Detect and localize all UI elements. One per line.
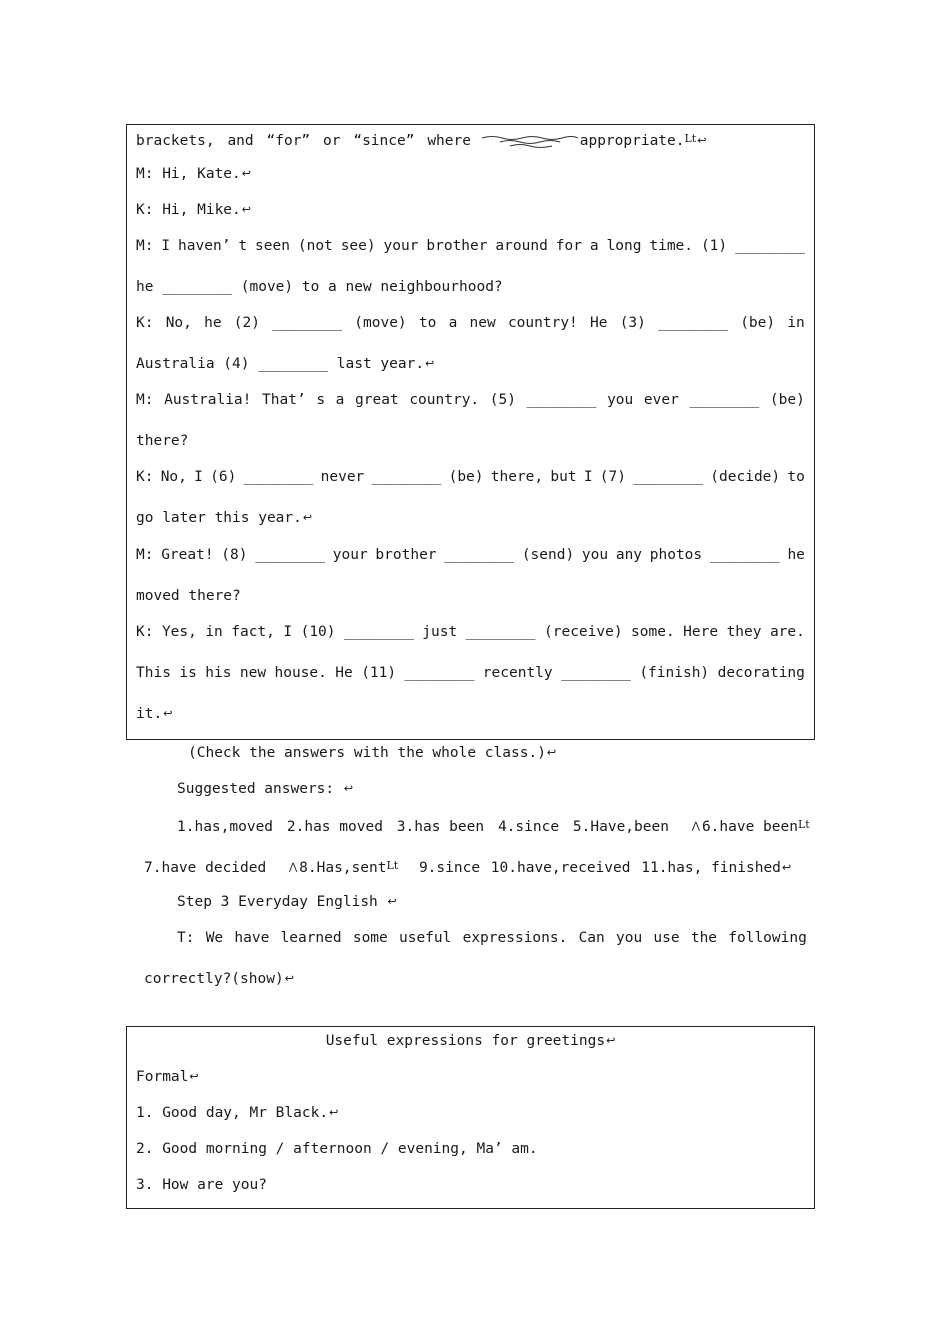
dialogue-word: t: [238, 238, 248, 254]
paragraph-mark-icon: ↩: [189, 1070, 199, 1083]
dialogue-word: he: [787, 547, 805, 563]
expressions-box: [126, 1026, 815, 1209]
dialogue-word: ________: [709, 547, 780, 563]
dialogue-line: go later this year.↩: [136, 510, 313, 526]
dialogue-word: ________: [561, 665, 631, 681]
caret-mark-icon: ⋀: [288, 862, 298, 873]
expressions-title: Useful expressions for greetings↩: [325, 1033, 616, 1049]
dialogue-word: time.: [649, 238, 694, 254]
dialogue-word: to: [787, 469, 805, 485]
teacher-word: have: [234, 930, 270, 946]
dialogue-word: house.: [274, 665, 327, 681]
dialogue-word: (5): [489, 392, 516, 408]
dialogue-word: M:: [136, 547, 154, 563]
teacher-word: following: [728, 930, 807, 946]
dialogue-word: M:: [136, 392, 154, 408]
dialogue-word: never: [320, 469, 365, 485]
paragraph-mark-icon: ↩: [387, 895, 397, 908]
dialogue-line: [136, 664, 805, 682]
teacher-word: T:: [177, 930, 195, 946]
expression-item: 3. How are you?: [136, 1177, 267, 1193]
dialogue-word: some.: [631, 624, 675, 640]
dialogue-word: (8): [221, 547, 248, 563]
dialogue-word: he: [204, 315, 222, 331]
instruction-word: “since”: [353, 133, 415, 149]
dialogue-line: [136, 314, 805, 332]
teacher-word: Can: [578, 930, 605, 946]
dialogue-word: ________: [371, 469, 442, 485]
teacher-line: [177, 929, 807, 947]
lt-mark: Lt: [386, 859, 399, 872]
dialogue-word: (11): [361, 665, 397, 681]
dialogue-word: a: [589, 238, 599, 254]
dialogue-word: in: [205, 624, 223, 640]
dialogue-word: around: [495, 238, 548, 254]
dialogue-word: Here: [683, 624, 719, 640]
paragraph-mark-icon: ↩: [284, 972, 294, 985]
instruction-end: appropriate.: [579, 133, 685, 149]
expression-item: 1. Good day, Mr Black.↩: [136, 1105, 339, 1121]
dialogue-word: (be): [769, 392, 805, 408]
dialogue-line: moved there?: [136, 588, 241, 604]
dialogue-line: he ________ (move) to a new neighbourhood?: [136, 279, 503, 295]
dialogue-word: see): [340, 238, 376, 254]
teacher-word: useful: [398, 930, 452, 946]
dialogue-word: (decide): [710, 469, 781, 485]
dialogue-word: (not: [297, 238, 333, 254]
dialogue-word: K:: [136, 624, 154, 640]
paragraph-mark-icon: ↩: [697, 134, 707, 147]
dialogue-word: ________: [243, 469, 314, 485]
paragraph-mark-icon: ↩: [302, 511, 313, 524]
dialogue-word: (move): [354, 315, 407, 331]
dialogue-word: (1): [700, 238, 728, 254]
dialogue-word: M:: [136, 238, 154, 254]
suggested-answers-heading: Suggested answers: ↩: [177, 781, 354, 797]
dialogue-word: are.: [769, 624, 805, 640]
dialogue-word: a: [335, 392, 345, 408]
answer-item: 5.Have,been: [572, 819, 669, 835]
dialogue-word: brother: [426, 238, 488, 254]
answer-item: 9.since: [418, 860, 481, 876]
paragraph-mark-icon: ↩: [425, 357, 435, 370]
dialogue-word: haven’: [178, 238, 231, 254]
dialogue-word: ________: [272, 315, 343, 331]
dialogue-word: (10): [300, 624, 336, 640]
dialogue-word: you: [607, 392, 634, 408]
expression-item: 2. Good morning / afternoon / evening, Ma’ am.: [136, 1141, 538, 1157]
dialogue-word: ________: [735, 238, 805, 254]
dialogue-word: ________: [633, 469, 704, 485]
dialogue-word: country!: [507, 315, 578, 331]
dialogue-line: it.↩: [136, 706, 173, 722]
dialogue-word: is: [179, 665, 197, 681]
dialogue-word: country.: [409, 392, 480, 408]
dialogue-word: (receive): [544, 624, 623, 640]
dialogue-word: great: [355, 392, 399, 408]
paragraph-mark-icon: ↩: [163, 707, 173, 720]
dialogue-word: He: [335, 665, 353, 681]
teacher-word: expressions.: [462, 930, 568, 946]
dialogue-word: your: [332, 547, 368, 563]
teacher-line-continued: correctly?(show)↩: [144, 971, 294, 987]
dialogue-word: brother: [375, 547, 437, 563]
dialogue-word: (be): [448, 469, 484, 485]
dialogue-word: I: [194, 469, 203, 485]
paragraph-mark-icon: ↩: [241, 203, 251, 216]
dialogue-word: new: [469, 315, 496, 331]
dialogue-line: [136, 468, 805, 486]
dialogue-word: ________: [689, 392, 760, 408]
dialogue-word: they: [726, 624, 762, 640]
answer-item: 1.has,moved: [177, 819, 274, 835]
dialogue-word: any: [615, 547, 643, 563]
teacher-word: learned: [280, 930, 342, 946]
teacher-word: We: [205, 930, 224, 946]
dialogue-word: there,: [490, 469, 544, 485]
teacher-word: use: [653, 930, 680, 946]
answer-item: 10.have,received: [490, 860, 631, 876]
dialogue-line: there?: [136, 433, 189, 449]
dialogue-word: This: [136, 665, 171, 681]
dialogue-line: M: Hi, Kate.↩: [136, 166, 251, 182]
wavy-underline-mark: [480, 134, 580, 148]
dialogue-line: [136, 546, 805, 564]
dialogue-word: (be): [740, 315, 776, 331]
dialogue-word: (6): [210, 469, 237, 485]
paragraph-mark-icon: ↩: [546, 746, 557, 759]
dialogue-word: (2): [233, 315, 260, 331]
dialogue-word: you: [581, 547, 609, 563]
formal-heading: Formal↩: [136, 1069, 199, 1085]
dialogue-word: new: [239, 665, 267, 681]
dialogue-word: fact,: [231, 624, 275, 640]
dialogue-word: a: [448, 315, 458, 331]
dialogue-word: his: [205, 665, 232, 681]
dialogue-word: ________: [343, 624, 414, 640]
caret-mark-icon: ⋀: [691, 821, 700, 832]
answer-item: 3.has been: [396, 819, 485, 835]
answers-line-2: 7.have decided ⋀ 8.Has,sentLt 9.since 10.have,received 11.has, finished ↩: [144, 859, 792, 876]
answers-line-1: 1.has,moved 2.has moved 3.has been 4.since 5.Have,been ⋀ 6.have beenLt: [177, 818, 810, 835]
dialogue-word: ________: [658, 315, 728, 331]
dialogue-line: Australia (4) ________ last year.↩: [136, 356, 435, 372]
answer-item: 4.since: [497, 819, 560, 835]
dialogue-word: ________: [255, 547, 326, 563]
teacher-word: you: [616, 930, 643, 946]
dialogue-word: No,: [160, 469, 187, 485]
paragraph-mark-icon: ↩: [329, 1106, 339, 1119]
dialogue-word: photos: [649, 547, 703, 563]
instruction-word: brackets,: [136, 133, 215, 149]
dialogue-word: ________: [526, 392, 597, 408]
instruction-word: where: [427, 133, 471, 149]
dialogue-word: (finish): [639, 665, 710, 681]
paragraph-mark-icon: ↩: [241, 167, 251, 180]
dialogue-line: [136, 623, 805, 641]
lt-mark: Lt: [684, 132, 697, 145]
dialogue-word: I: [583, 469, 593, 485]
dialogue-word: ever: [643, 392, 679, 408]
step-heading: Step 3 Everyday English ↩: [177, 894, 397, 910]
dialogue-word: Great!: [161, 547, 214, 563]
teacher-word: the: [690, 930, 718, 946]
dialogue-word: He: [590, 315, 608, 331]
dialogue-word: decorating: [717, 665, 805, 681]
instruction-word: “for”: [266, 133, 311, 149]
dialogue-word: ________: [444, 547, 515, 563]
instruction-word: or: [323, 133, 341, 149]
dialogue-word: K:: [136, 469, 154, 485]
dialogue-word: seen: [255, 238, 290, 254]
dialogue-word: I: [161, 238, 171, 254]
paragraph-mark-icon: ↩: [343, 782, 354, 795]
dialogue-word: but: [550, 469, 577, 485]
dialogue-word: (3): [619, 315, 646, 331]
instruction-line: [136, 130, 805, 150]
dialogue-line: K: Hi, Mike.↩: [136, 202, 251, 218]
dialogue-word: for: [555, 238, 582, 254]
lt-mark: Lt: [797, 818, 810, 831]
check-answers-line: (Check the answers with the whole class.)↩: [188, 745, 557, 761]
dialogue-exercise-box: [126, 124, 815, 740]
dialogue-word: K:: [136, 315, 154, 331]
dialogue-word: I: [283, 624, 293, 640]
dialogue-word: That’: [262, 392, 306, 408]
dialogue-word: recently: [482, 665, 553, 681]
dialogue-word: long: [606, 238, 642, 254]
dialogue-word: Yes,: [161, 624, 197, 640]
dialogue-word: (send): [521, 547, 575, 563]
dialogue-word: your: [383, 238, 419, 254]
paragraph-mark-icon: ↩: [606, 1034, 616, 1047]
dialogue-word: s: [316, 392, 326, 408]
dialogue-word: Australia!: [164, 392, 252, 408]
teacher-word: some: [352, 930, 388, 946]
paragraph-mark-icon: ↩: [781, 861, 792, 874]
dialogue-word: ________: [404, 665, 475, 681]
dialogue-word: to: [418, 315, 437, 331]
answer-item: 2.has moved: [286, 819, 383, 835]
dialogue-word: just: [422, 624, 458, 640]
dialogue-word: in: [787, 315, 805, 331]
answer-item: 11.has, finished: [641, 860, 781, 876]
dialogue-word: ________: [465, 624, 536, 640]
instruction-word: and: [227, 133, 254, 149]
dialogue-word: No,: [165, 315, 192, 331]
dialogue-line: [136, 391, 805, 409]
dialogue-word: (7): [599, 469, 626, 485]
dialogue-line: [136, 237, 805, 255]
